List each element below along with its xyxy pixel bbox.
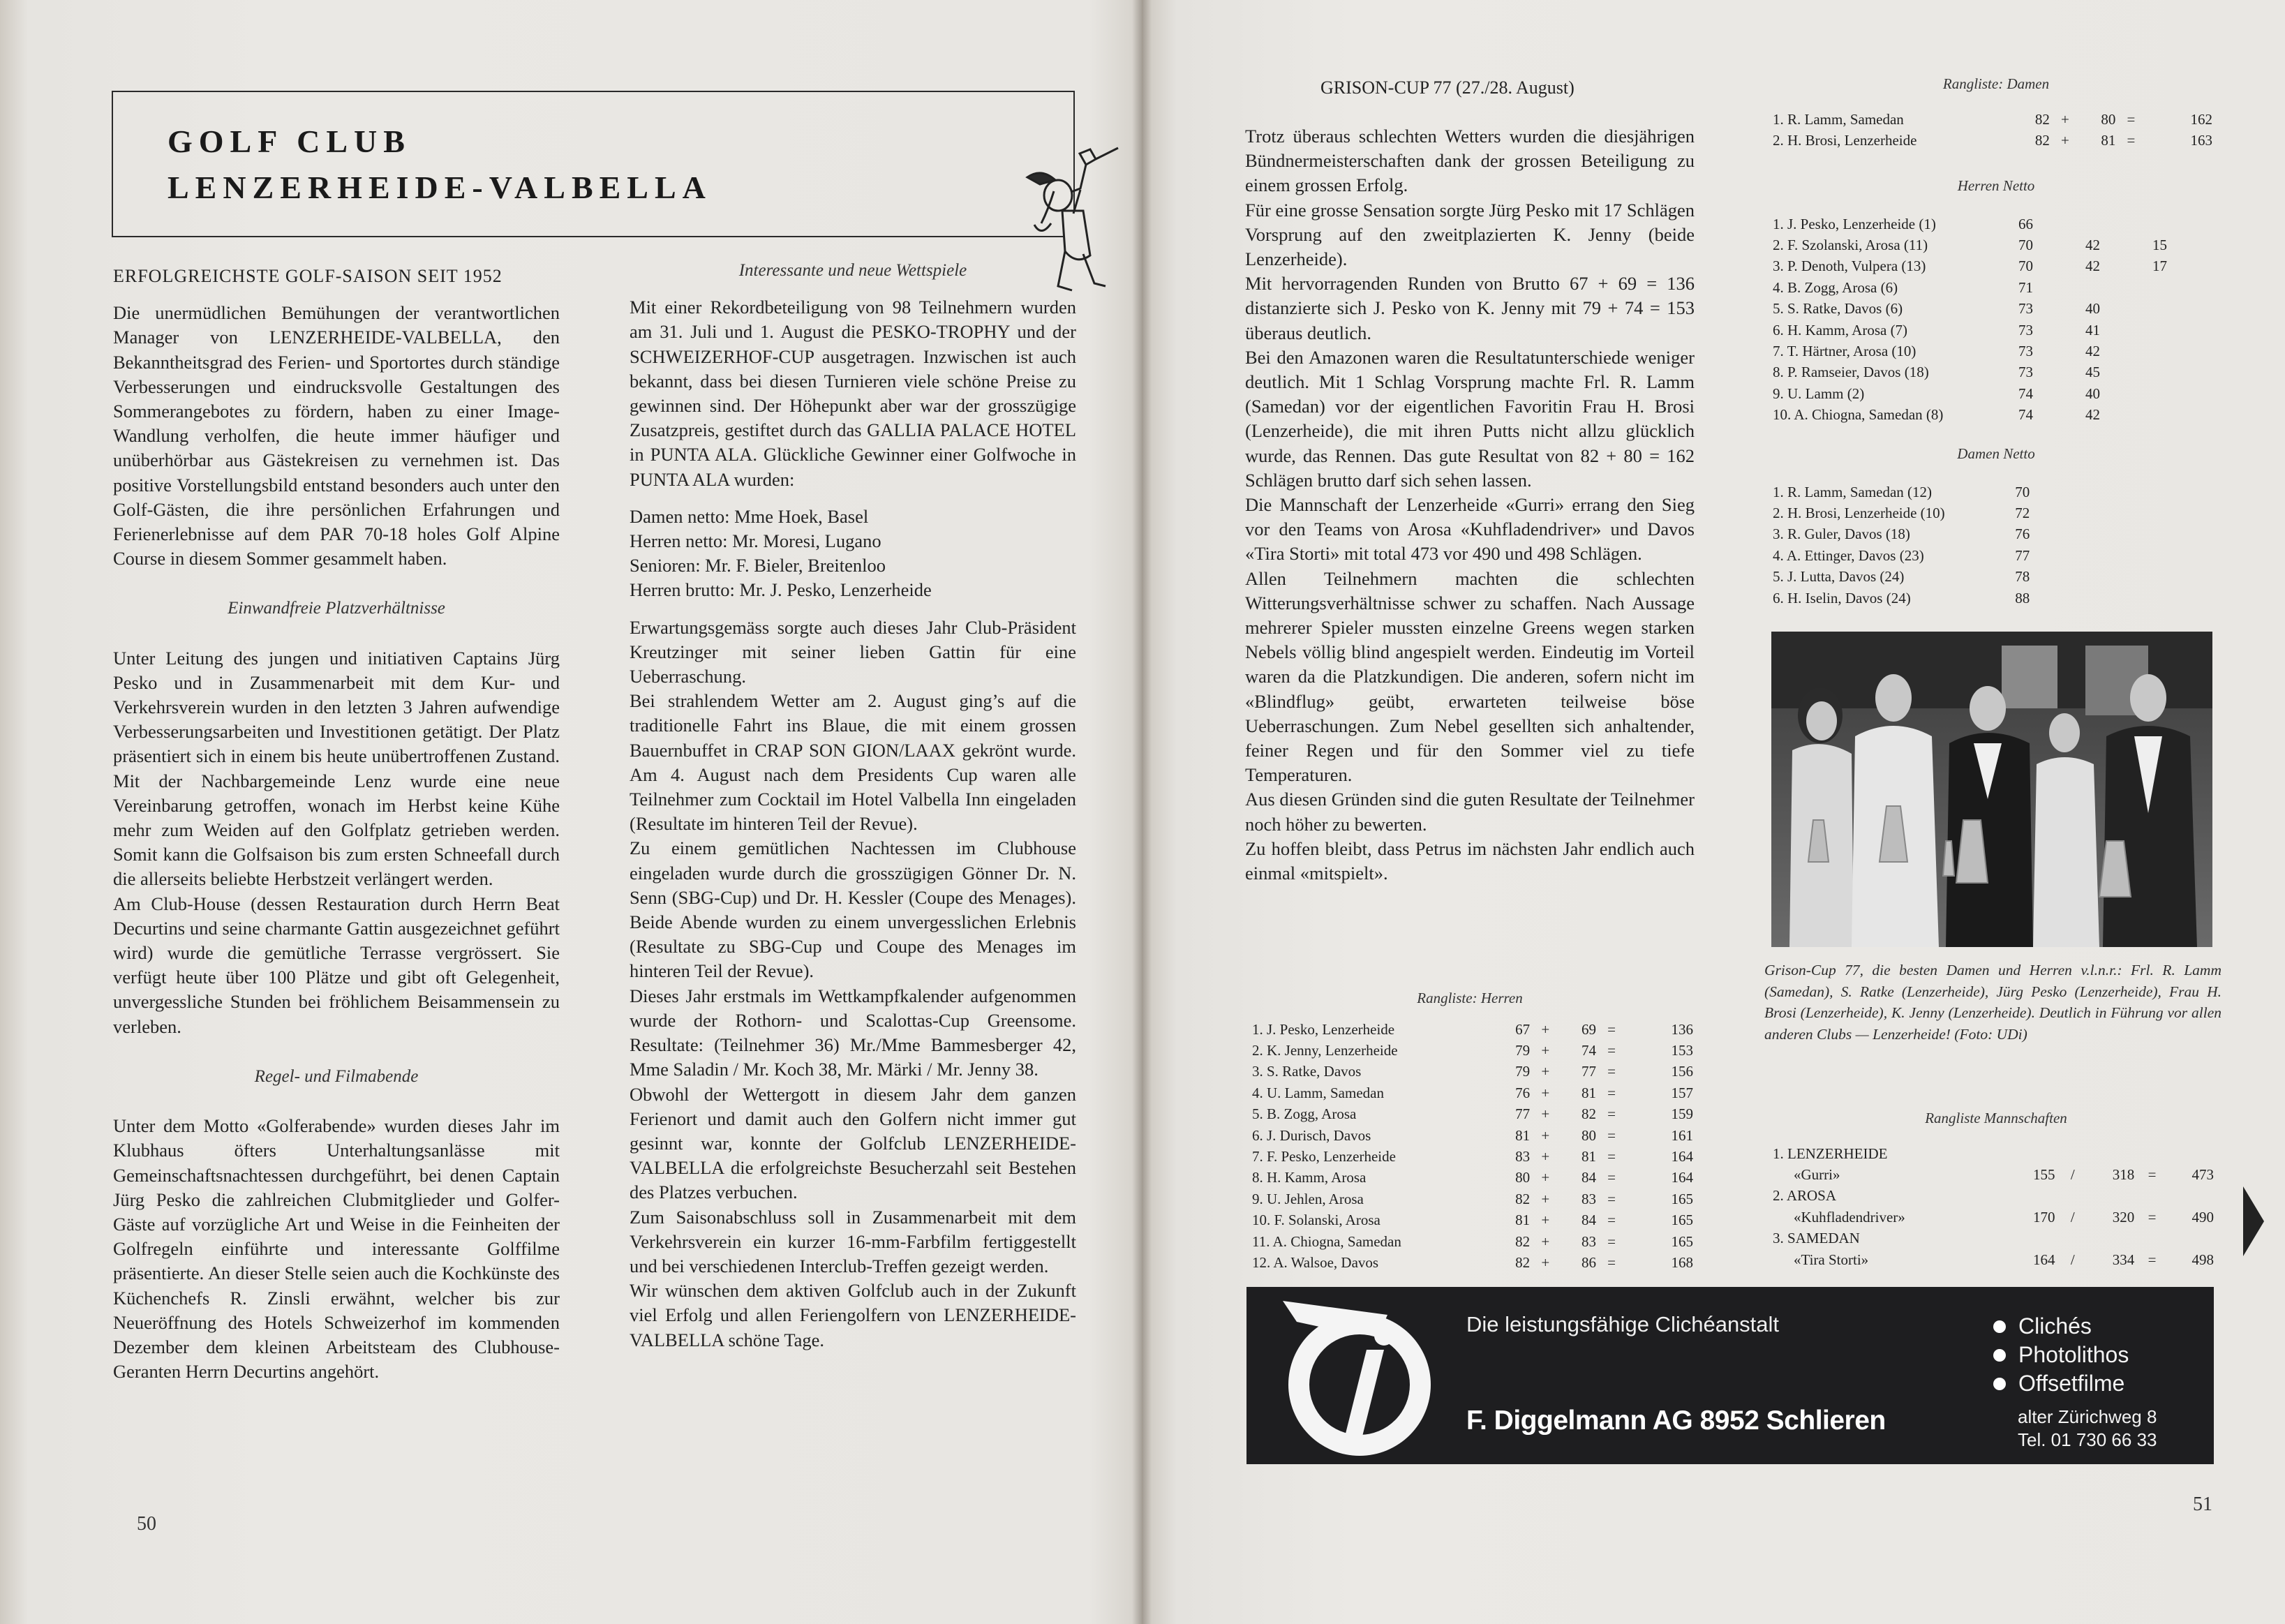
table-row (1773, 277, 2219, 298)
paragraph: Die unermüdlichen Bemühungen der verantwortlichen Manager von LENZERHEIDE-VALBELLA, den Bekanntheitsgrad des Ferien- und Sportortes durch ständige Verbesserungen und eindrucksvolle Gestaltungen des Sommerangebotes zu fördern, haben zu einer Image-Wandlung verholfen, die heute immer häufiger und unüberhörbar aus Gästekreisen zu vernehmen ist. Das positive Vorstellungsbild entstand besonders auch unter den Golf-Gästen, die ihre persönlichen Erfahrungen und Ferienerlebnisse auf dem PAR 70-18 holes Golf Alpine Course in diesem Sommer gesammelt haben. (113, 302, 560, 569)
table-cell: 71 (2018, 278, 2033, 296)
table-cell: / (2070, 1208, 2075, 1226)
paragraph: Bei den Amazonen waren die Resultatunterschiede weniger deutlich. Mit 1 Schlag Vorsprung machte Frl. R. Lamm (Samedan) vor der eigentlichen Favoritin Frau H. Brosi (Lenzerheide), die mit ihren Putts nicht allzu glücklich wurde, das Rennen. Das gute Resultat von 82 + 80 = 162 Schlägen brutto darf sich sehen lassen. (1245, 346, 1695, 491)
table-cell: 1. J. Pesko, Lenzerheide (1252, 1020, 1395, 1038)
table-cell: 70 (2018, 237, 2033, 254)
table-row (1773, 1164, 2214, 1185)
ad-phone: Tel. 01 730 66 33 (2018, 1429, 2157, 1450)
table-cell: 72 (2015, 505, 2030, 522)
table-cell: 6. J. Durisch, Davos (1252, 1126, 1371, 1144)
table-cell: 83 (1515, 1148, 1531, 1165)
table-cell: + (1541, 1253, 1550, 1271)
herren-netto-table (1773, 214, 2219, 426)
table-cell: = (1607, 1126, 1616, 1144)
paragraph: Zu einem gemütlichen Nachtessen im Clubhouse eingeladen wurde durch die grosszügigen Gönner Dr. N. Senn (SBG-Cup) und Dr. H. Kessler (Coupe des Menages). Beide Abende wurden zu einem unvergesslichen Erlebnis (Resultate zu SBG-Cup und Coupe des Menages im hinteren Teil der Revue). (630, 837, 1076, 982)
table-cell: 88 (2015, 589, 2030, 606)
paragraph: Dieses Jahr erstmals im Wettkampfkalender aufgenommen wurde der Rothorn- und Scalottas-Cup Greensome. Resultate: (Teilnehmer 36) Mr./Mme Bammesberger 42, Mme Saladin / Mr. Koch 38, Mr. Märki / Mr. Jenny 38. (630, 985, 1076, 1080)
table-cell: 473 (2191, 1166, 2214, 1184)
table-cell: 4. A. Ettinger, Davos (23) (1773, 546, 1924, 564)
table-cell: 7. T. Härtner, Arosa (10) (1773, 343, 1916, 360)
team-name: 1. LENZERHEIDE (1773, 1145, 1888, 1162)
table-cell: 69 (1581, 1020, 1596, 1038)
table-row (1252, 1146, 1693, 1167)
rangliste-damen-table (1773, 109, 2212, 151)
table-cell: 81 (2101, 132, 2116, 149)
table-cell: 1. R. Lamm, Samedan (1773, 110, 1904, 128)
table-cell: 83 (1581, 1232, 1596, 1250)
table-cell: 42 (2085, 237, 2100, 254)
table-row (1773, 588, 2164, 609)
table-row (1252, 1189, 1693, 1209)
table-cell: 76 (1515, 1084, 1531, 1101)
team-name: 2. AROSA (1773, 1187, 1837, 1205)
ad-address (2018, 1406, 2157, 1452)
table-cell: = (1607, 1212, 1616, 1229)
table-cell: 81 (1515, 1126, 1531, 1144)
table-cell: 67 (1515, 1020, 1531, 1038)
table-cell: 161 (1671, 1126, 1693, 1144)
table-cell (2152, 214, 2219, 234)
winner-line: Herren brutto: Mr. J. Pesko, Lenzerheide (630, 579, 932, 601)
left-column-1 (113, 264, 560, 1384)
table-cell: + (1541, 1212, 1550, 1229)
table-row (1252, 1061, 1693, 1082)
table-cell: 4. U. Lamm, Samedan (1252, 1084, 1384, 1101)
book-gutter (1132, 0, 1152, 1624)
table-cell: = (1607, 1063, 1616, 1080)
table-cell: 81 (1515, 1212, 1531, 1229)
table-cell: 157 (1671, 1084, 1693, 1101)
table-row (1252, 1210, 1693, 1231)
table-cell: = (2127, 110, 2136, 128)
left-page (0, 0, 1142, 1624)
table-cell: 40 (2085, 385, 2100, 402)
table-cell: 74 (2018, 385, 2033, 402)
table-cell: = (1607, 1232, 1616, 1250)
table-cell: 3. R. Guler, Davos (18) (1773, 526, 1910, 543)
table-row (1252, 1125, 1693, 1146)
page-number-left: 50 (137, 1513, 156, 1535)
table-cell: 10. A. Chiogna, Samedan (8) (1773, 406, 1944, 424)
table-cell: 15 (2152, 237, 2167, 254)
table-cell: 74 (1581, 1042, 1596, 1059)
paragraph: Erwartungsgemäss sorgte auch dieses Jahr Club-Präsident Kreutzinger mit seiner lieben Gattin für eine Ueberraschung. (630, 616, 1076, 687)
section-heading: Interessante und neue Wettspiele (738, 261, 967, 280)
table-row (1773, 1249, 2214, 1270)
table-row (1773, 256, 2219, 277)
paragraph: Zum Saisonabschluss soll in Zusammenarbeit mit dem Verkehrsverein ein kurzer 16-mm-Farbfilm fertiggestellt und bei verschiedenen Interclub-Treffen gezeigt werden. (630, 1206, 1076, 1276)
table-cell (2152, 341, 2219, 362)
team-photo (1771, 632, 2212, 947)
table-cell: 41 (2085, 321, 2100, 338)
table-cell: 82 (1515, 1232, 1531, 1250)
article-headline: ERFOLGREICHSTE GOLF-SAISON SEIT 1952 (113, 266, 503, 286)
table-cell: 74 (2018, 406, 2033, 424)
paragraph: Mit hervorragenden Runden von Brutto 67 + 69 = 136 distanzierte sich J. Pesko von K. Jenny mit 79 + 74 = 153 überaus deutlich. (1245, 273, 1695, 343)
advertisement (1246, 1287, 2214, 1464)
section-heading: Regel- und Filmabende (254, 1066, 419, 1086)
team-name: 3. SAMEDAN (1773, 1230, 1860, 1247)
table-cell: 78 (2015, 568, 2030, 586)
table-cell: 73 (2018, 321, 2033, 338)
paragraph: Bei strahlendem Wetter am 2. August ging’s auf die traditionelle Fahrt ins Blaue, die mit einem grossen Bauernbuffet in CRAP SON GION/LAAX gekrönt wurde. Am 4. August nach dem Presidents Cup waren alle Teilnehmer zum Cocktail im Hotel Valbella Inn eingeladen (Resultate im hinteren Teil der Revue). (630, 690, 1076, 835)
table-row (1773, 502, 2164, 523)
table-row (1773, 109, 2212, 130)
table-row (1252, 1231, 1693, 1252)
table-cell: / (2070, 1251, 2075, 1268)
table-cell: 155 (2032, 1166, 2055, 1184)
table-cell: = (1607, 1148, 1616, 1165)
table-cell: 165 (1671, 1190, 1693, 1207)
table-title-damen: Rangliste: Damen (1942, 75, 2050, 92)
table-cell: = (1607, 1105, 1616, 1123)
table-cell: 11. A. Chiogna, Samedan (1252, 1232, 1401, 1250)
table-cell: + (1541, 1148, 1550, 1165)
table-row (1773, 1228, 2214, 1249)
table-cell: 164 (1671, 1169, 1693, 1186)
table-cell: 1. J. Pesko, Lenzerheide (1) (1773, 215, 1936, 232)
table-cell: 159 (1671, 1105, 1693, 1123)
table-cell: 2. F. Szolanski, Arosa (11) (1773, 237, 1928, 254)
table-cell: 164 (2032, 1251, 2055, 1268)
table-cell: 164 (1671, 1148, 1693, 1165)
table-cell: 86 (1581, 1253, 1596, 1271)
table-cell: 162 (2190, 110, 2212, 128)
table-row (1773, 362, 2219, 383)
table-cell: «Kuhfladendriver» (1794, 1208, 1905, 1226)
table-row (1252, 1019, 1693, 1040)
title-box (112, 91, 1075, 237)
table-cell: 80 (1581, 1126, 1596, 1144)
table-cell: + (2061, 132, 2069, 149)
table-row (1773, 383, 2219, 404)
table-cell: + (1541, 1232, 1550, 1250)
table-cell: = (1607, 1190, 1616, 1207)
photo-caption: Grison-Cup 77, die besten Damen und Herren v.l.n.r.: Frl. R. Lamm (Samedan), S. Ratke (Lenzerheide), Jürg Pesko (Lenzerheide), Frau H. Brosi (Lenzerheide), K. Jenny (Lenzerheide). Deutlich in Führung vor allen anderen Clubs — Lenzerheide! (Foto: UDi) (1764, 962, 2221, 1043)
table-row (1773, 1207, 2214, 1228)
paragraph: Trotz überaus schlechten Wetters wurden die diesjährigen Bündnermeisterschaften dank der grossen Beteiligung zu einem grossen Erfolg. (1245, 126, 1695, 196)
table-row (1773, 524, 2164, 545)
page-number-right: 51 (2193, 1493, 2212, 1515)
table-row (1252, 1082, 1693, 1103)
table-cell (2085, 214, 2152, 234)
table-cell: = (1607, 1020, 1616, 1038)
table-title-mannschaften: Rangliste Mannschaften (1925, 1110, 2067, 1126)
table-cell: 77 (2015, 546, 2030, 564)
table-cell: + (1541, 1042, 1550, 1059)
table-row (1773, 1143, 2214, 1164)
table-row (1773, 299, 2219, 320)
paragraph: Mit einer Rekordbeteiligung von 98 Teilnehmern wurden am 31. Juli und 1. August die PESKO-TROPHY und der SCHWEIZERHOF-CUP ausgetragen. Inzwischen ist auch bekannt, dass bei diesen Turnieren viele schöne Preise zu gewinnen sind. Der Höhepunkt aber war der grosszügige Zusatzpreis, gestiftet durch das GALLIA PALACE HOTEL in PUNTA ALA. Glückliche Gewinner einer Golfwoche in PUNTA ALA wurden: (630, 297, 1076, 490)
table-cell: 66 (2018, 215, 2033, 232)
table-cell: 79 (1515, 1063, 1531, 1080)
table-cell: + (1541, 1126, 1550, 1144)
table-cell: 3. P. Denoth, Vulpera (13) (1773, 258, 1926, 275)
paragraph: Unter dem Motto «Golferabende» wurden dieses Jahr im Klubhaus öfters Unterhaltungsanlässe mit Gemeinschaftsnachtessen durchgeführt, bei denen Captain Jürg Pesko die zahlreichen Clubmitglieder und Golfer-Gäste auf vorzügliche Art und Weise in die Feinheiten der Golfregeln einführte und interessante Golffilme präsentierte. An dieser Stelle seien auch die Kochkünste des Küchenchefs R. Zinsli erwähnt, welcher bis zur Neueröffnung des Hotels Schweizerhof im kommenden Dezember dem kleinen Arbeitsteam des Clubhouse-Geranten Herrn Decurtins angehört. (113, 1115, 560, 1383)
next-page-arrow-icon (2243, 1186, 2264, 1256)
table-cell: 8. H. Kamm, Arosa (1252, 1169, 1367, 1186)
table-cell: 8. P. Ramseier, Davos (18) (1773, 364, 1929, 381)
table-row (1773, 341, 2219, 362)
table-cell: 10. F. Solanski, Arosa (1252, 1212, 1380, 1229)
ad-services (1993, 1312, 2129, 1398)
table-cell: 80 (1515, 1169, 1531, 1186)
paragraph: Zu hoffen bleibt, dass Petrus im nächsten Jahr endlich auch einmal «mitspielt». (1245, 837, 1695, 884)
winner-line: Herren netto: Mr. Moresi, Lugano (630, 530, 881, 552)
title-line-1: GOLF CLUB (168, 124, 411, 159)
ad-service-item: Offsetfilme (1993, 1369, 2129, 1398)
left-column-2 (630, 258, 1076, 1353)
ad-street: alter Zürichweg 8 (2018, 1406, 2157, 1427)
table-cell: «Gurri» (1794, 1166, 1840, 1184)
table-cell: = (1607, 1042, 1616, 1059)
table-cell: 76 (2015, 526, 2030, 543)
table-cell: = (2148, 1166, 2157, 1184)
table-cell: 12. A. Walsoe, Davos (1252, 1253, 1379, 1271)
damen-netto-table (1773, 482, 2164, 609)
paragraph: Am Club-House (dessen Restauration durch Herrn Beat Decurtins und seine charmante Gattin ausgezeichnet geführt wird) wurde die gemütliche Terrasse vergrössert. Sie verfügt heute über 100 Plätze und gibt oft Gelegenheit, unvergessliche Stunden bei fröhlichem Beisammensein zu verleben. (113, 893, 560, 1037)
table-cell: + (1541, 1169, 1550, 1186)
table-cell: + (1541, 1190, 1550, 1207)
table-cell: 136 (1671, 1020, 1693, 1038)
table-cell: = (1607, 1253, 1616, 1271)
table-cell: «Tira Storti» (1794, 1251, 1869, 1268)
table-cell: 168 (1671, 1253, 1693, 1271)
diggelmann-logo-icon (1255, 1287, 1457, 1464)
table-cell: 45 (2085, 364, 2100, 381)
paragraph: Obwohl der Wettergott in diesem Jahr dem ganzen Ferienort und damit auch den Golfern nicht immer gut gesinnt war, konnte der Golfclub LENZERHEIDE-VALBELLA die erfolgreichste Besucherzahl seit Bestehen des Platzes verbuchen. (630, 1083, 1076, 1203)
table-cell: 490 (2191, 1208, 2214, 1226)
table-cell: + (1541, 1063, 1550, 1080)
table-cell: 82 (1515, 1190, 1531, 1207)
ad-service-item: Clichés (1993, 1312, 2129, 1341)
table-cell: 82 (1515, 1253, 1531, 1271)
winner-line: Damen netto: Mme Hoek, Basel (630, 505, 869, 527)
table-cell: + (1541, 1084, 1550, 1101)
table-cell: 2. H. Brosi, Lenzerheide (10) (1773, 505, 1945, 522)
paragraph: Unter Leitung des jungen und initiativen Captains Jürg Pesko und in Zusammenarbeit mit dem Kur- und Verkehrsverein wurden in den letzten 3 Jahren aufwendige Verbesserungsarbeiten und Investitionen getätigt. Der Platz präsentiert sich in einem bis heute unübertroffenen Zustand. Mit der Nachbargemeinde Lenz wurde eine neue Vereinbarung getroffen, wonach im Herbst keine Kühe mehr zum Weiden auf den Golfplatz getrieben werden. Somit kann die Golfsaison bis zum ersten Schneefall durch die allerseits beliebte Herbstzeit verlängert werden. (113, 647, 560, 890)
table-cell: 1. R. Lamm, Samedan (12) (1773, 483, 1933, 500)
table-cell: = (1607, 1169, 1616, 1186)
rangliste-herren-table (1252, 1019, 1693, 1274)
table-cell: 17 (2152, 258, 2167, 275)
table-cell: 7. F. Pesko, Lenzerheide (1252, 1148, 1396, 1165)
table-cell: 318 (2112, 1166, 2135, 1184)
table-cell (2152, 277, 2219, 298)
title-line-2: LENZERHEIDE-VALBELLA (168, 170, 712, 205)
table-cell: 80 (2101, 110, 2116, 128)
table-cell: 73 (2018, 343, 2033, 360)
table-cell: 40 (2085, 300, 2100, 318)
table-cell: 81 (1581, 1084, 1596, 1101)
ad-service-item: Photolithos (1993, 1341, 2129, 1369)
table-cell: 5. S. Ratke, Davos (6) (1773, 300, 1903, 318)
table-cell: 6. H. Kamm, Arosa (7) (1773, 321, 1908, 338)
table-cell: + (2061, 110, 2069, 128)
table-cell: 73 (2018, 300, 2033, 318)
table-cell: 4. B. Zogg, Arosa (6) (1773, 278, 1898, 296)
table-cell: 320 (2112, 1208, 2135, 1226)
table-cell: 70 (2015, 483, 2030, 500)
table-cell: 9. U. Jehlen, Arosa (1252, 1190, 1364, 1207)
table-row (1773, 234, 2219, 255)
rangliste-mannschaften-table (1773, 1143, 2214, 1270)
table-row (1252, 1104, 1693, 1125)
table-cell: = (2148, 1251, 2157, 1268)
table-cell: 2. H. Brosi, Lenzerheide (1773, 132, 1917, 149)
ad-tagline: Die leistungsfähige Clichéanstalt (1466, 1312, 1780, 1336)
table-cell: = (2148, 1208, 2157, 1226)
table-cell: = (1607, 1084, 1616, 1101)
table-row (1773, 214, 2219, 234)
table-cell: 81 (1581, 1148, 1596, 1165)
table-cell: 82 (2034, 110, 2050, 128)
table-cell: 165 (1671, 1212, 1693, 1229)
table-cell: / (2070, 1166, 2075, 1184)
table-cell: 5. J. Lutta, Davos (24) (1773, 568, 1905, 586)
table-cell: 83 (1581, 1190, 1596, 1207)
table-cell (2152, 320, 2219, 341)
table-cell: 165 (1671, 1232, 1693, 1250)
table-cell: 82 (2034, 132, 2050, 149)
paragraph: Die Mannschaft der Lenzerheide «Gurri» errang den Sieg vor den Teams von Arosa «Kuhfladendriver» und Davos «Tira Storti» mit total 473 vor 490 und 498 Schlägen. (1245, 494, 1695, 565)
table-row (1252, 1040, 1693, 1061)
table-cell: 73 (2018, 364, 2033, 381)
table-cell: 334 (2112, 1251, 2135, 1268)
table-cell: 498 (2191, 1251, 2214, 1268)
table-cell: 163 (2190, 132, 2212, 149)
right-headline: GRISON-CUP 77 (27./28. August) (1320, 77, 1575, 98)
table-cell: 70 (2018, 258, 2033, 275)
table-row (1252, 1252, 1693, 1273)
paragraph: Aus diesen Gründen sind die guten Resultate der Teilnehmer noch höher zu bewerten. (1245, 789, 1695, 835)
table-cell: 3. S. Ratke, Davos (1252, 1063, 1362, 1080)
table-cell: 9. U. Lamm (2) (1773, 385, 1865, 402)
table-row (1773, 320, 2219, 341)
winner-line: Senioren: Mr. F. Bieler, Breitenloo (630, 555, 886, 576)
table-cell: + (1541, 1020, 1550, 1038)
table-cell: 84 (1581, 1212, 1596, 1229)
ad-company: F. Diggelmann AG 8952 Schlieren (1466, 1406, 1886, 1436)
paragraph: Für eine grosse Sensation sorgte Jürg Pesko mit 17 Schlägen Vorsprung auf den zweitplazierten K. Jenny (beide Lenzerheide). (1245, 199, 1695, 270)
table-cell: 170 (2032, 1208, 2055, 1226)
photo-illustration (1771, 632, 2212, 947)
table-cell: 42 (2085, 258, 2100, 275)
table-cell (2152, 299, 2219, 320)
section-heading: Einwandfreie Platzverhältnisse (228, 599, 445, 618)
table-cell (2152, 405, 2219, 426)
table-row (1773, 545, 2164, 566)
table-row (1773, 482, 2164, 502)
table-title-herren: Rangliste: Herren (1417, 990, 1523, 1006)
table-cell: 5. B. Zogg, Arosa (1252, 1105, 1357, 1123)
table-row (1773, 405, 2219, 426)
right-column-1 (1245, 124, 1695, 886)
table-cell: 84 (1581, 1169, 1596, 1186)
paragraph: Wir wünschen dem aktiven Golfclub auch in der Zukunft viel Erfolg und allen Feriengolfern von LENZERHEIDE-VALBELLA schöne Tage. (630, 1280, 1076, 1350)
table-row (1773, 567, 2164, 588)
table-cell: 2. K. Jenny, Lenzerheide (1252, 1042, 1398, 1059)
table-cell: 42 (2085, 343, 2100, 360)
table-cell: 77 (1581, 1063, 1596, 1080)
table-row (1252, 1168, 1693, 1189)
table-cell: 42 (2085, 406, 2100, 424)
table-cell (2152, 383, 2219, 404)
paragraph: Allen Teilnehmern machten die schlechten Witterungsverhältnisse schwer zu schaffen. Nach Aussage mehrerer Spieler mussten einzelne Greens wegen starken Nebels völlig blind angespielt werden. Eindeutig im Vorteil waren da die Platzkundigen. Die anderen, sofern nicht im «Blindflug» geübt, erwarteten teilweise böse Ueberraschungen. Zum Nebel gesellten sich anhaltender, feiner Regen und für den Sommer viel zu tiefe Temperaturen. (1245, 567, 1695, 786)
table-row (1773, 130, 2212, 151)
table-cell: 153 (1671, 1042, 1693, 1059)
table-row (1773, 1186, 2214, 1207)
table-title-herren-netto: Herren Netto (1957, 177, 2035, 194)
table-cell (2152, 362, 2219, 383)
table-cell: 79 (1515, 1042, 1531, 1059)
table-cell: 156 (1671, 1063, 1693, 1080)
table-title-damen-netto: Damen Netto (1957, 445, 2035, 462)
table-cell: 6. H. Iselin, Davos (24) (1773, 589, 1911, 606)
table-cell: + (1541, 1105, 1550, 1123)
table-cell (2085, 277, 2152, 298)
table-cell: = (2127, 132, 2136, 149)
table-cell: 77 (1515, 1105, 1531, 1123)
table-cell: 82 (1581, 1105, 1596, 1123)
